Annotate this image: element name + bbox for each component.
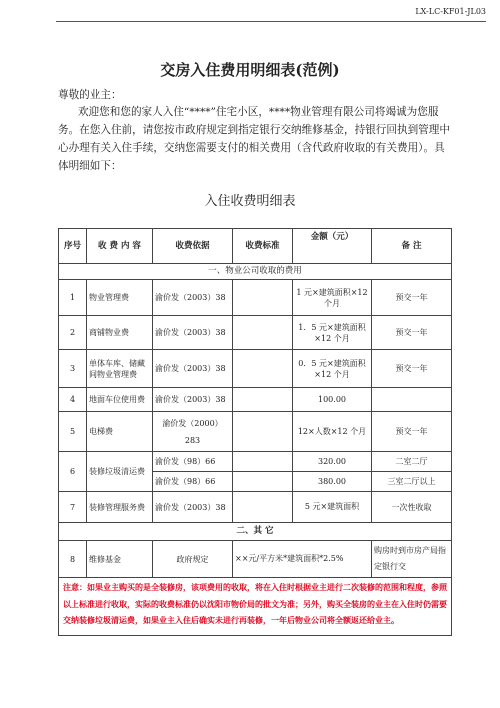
table-row — [59, 492, 452, 523]
cell-seq: 7 — [59, 492, 87, 523]
cell-item: 物业管理费 — [87, 280, 153, 316]
cell-basis: 渝价发（98）66 — [153, 472, 233, 492]
cell-basis: 政府规定 — [153, 541, 233, 578]
header-item: 收 费 内 容 — [87, 229, 153, 264]
cell-standard — [233, 492, 293, 523]
cell-amount: 1 元×建筑面积×12个月 — [293, 280, 372, 316]
header-remark: 备 注 — [372, 229, 452, 264]
section-row — [59, 264, 452, 280]
table-row — [59, 388, 452, 412]
cell-basis: 渝价发（2003）38 — [153, 492, 233, 523]
cell-basis: 渝价发（2003）38 — [153, 316, 233, 350]
cell-amount: 380.00 — [293, 472, 372, 492]
cell-item: 维修基金 — [87, 541, 153, 578]
note-text: 注意：如果业主购买的是全装修房，该项费用的收取，将在入住时根据业主进行二次装修的范围和程度，参照以上标准进行收取，实际的收费标准仍以沈阳市物价局的批文为准；另外，购买全装房的业主在入住时仍需要交纳装修垃圾清运费，如果业主入住后确实未进行再装修，一年后物业公司将全额返还给业主。 — [59, 578, 452, 636]
cell-standard — [233, 280, 293, 316]
cell-amount: 12×人数×12 个月 — [293, 412, 372, 452]
intro-paragraph: 欢迎您和您的家人入住“****”住宅小区，****物业管理有限公司将竭诚为您服务。在您入住前，请您按市政府规定到指定银行交纳维修基金，持银行回执到管理中心办理有关入住手续，交纳您需要支付的相关费用（含代政府收取的有关费用）。具体明细如下： — [58, 106, 450, 172]
cell-standard — [233, 388, 293, 412]
header-rule — [56, 21, 486, 22]
page-title: 交房入住费用明细表(范例) — [160, 61, 340, 79]
cell-seq: 6 — [59, 452, 87, 492]
cell-amount: 0．5 元×建筑面积×12 个月 — [293, 350, 372, 388]
section-title: 一、物业公司收取的费用 — [59, 264, 452, 280]
cell-amount: 5 元×建筑面积 — [293, 492, 372, 523]
cell-item: 单体车库、储藏间物业管理费 — [87, 350, 153, 388]
cell-basis: 渝价发（2003）38 — [153, 280, 233, 316]
cell-remark: 购房时到市房产局指定银行交 — [372, 541, 452, 578]
cell-remark: 三室二厅以上 — [372, 472, 452, 492]
cell-standard — [233, 350, 293, 388]
header-standard: 收费标准 — [233, 229, 293, 264]
cell-seq: 1 — [59, 280, 87, 316]
cell-item: 电梯费 — [87, 412, 153, 452]
cell-amount: 320.00 — [293, 452, 372, 472]
cell-seq: 2 — [59, 316, 87, 350]
section-row — [59, 523, 452, 541]
greeting: 尊敬的业主： — [58, 89, 122, 101]
table-row — [59, 280, 452, 316]
cell-remark: 一次性收取 — [372, 492, 452, 523]
header-basis: 收费依据 — [153, 229, 233, 264]
cell-seq: 3 — [59, 350, 87, 388]
table-row — [59, 541, 452, 578]
cell-remark: 预交一年 — [372, 316, 452, 350]
table-row — [59, 452, 452, 472]
cell-item: 商铺物业费 — [87, 316, 153, 350]
fee-table — [58, 228, 452, 636]
table-header-row — [59, 229, 452, 264]
header-seq: 序号 — [59, 229, 87, 264]
cell-amount: ××元/平方米*建筑面积*2.5% — [233, 541, 372, 578]
cell-basis: 渝价发（98）66 — [153, 452, 233, 472]
cell-remark — [372, 388, 452, 412]
cell-amount: 100.00 — [293, 388, 372, 412]
table-row — [59, 412, 452, 452]
cell-standard — [233, 412, 293, 452]
cell-seq: 8 — [59, 541, 87, 578]
cell-basis: 渝价发（2003）38 — [153, 388, 233, 412]
cell-remark: 预交一年 — [372, 350, 452, 388]
document-code: LX-LC-KF01-JL03 — [415, 7, 486, 16]
section-title: 二、其 它 — [59, 523, 452, 541]
cell-seq: 5 — [59, 412, 87, 452]
cell-remark: 预交一年 — [372, 412, 452, 452]
cell-standard — [233, 472, 293, 492]
cell-item: 装修管理服务费 — [87, 492, 153, 523]
cell-remark: 二室二厅 — [372, 452, 452, 472]
table-row — [59, 316, 452, 350]
cell-amount: 1．5 元×建筑面积×12 个月 — [293, 316, 372, 350]
cell-remark: 预交一年 — [372, 280, 452, 316]
cell-standard — [233, 452, 293, 472]
cell-seq: 4 — [59, 388, 87, 412]
table-row — [59, 350, 452, 388]
cell-basis: 渝价发（2003）38 — [153, 350, 233, 388]
table-title: 入住收费明细表 — [204, 194, 296, 209]
cell-basis: 渝价发（2000）283 — [153, 412, 233, 452]
note-row — [59, 578, 452, 636]
header-amount: 金额（元） — [293, 229, 372, 264]
cell-item: 地面车位使用费 — [87, 388, 153, 412]
cell-item: 装修垃圾清运费 — [87, 452, 153, 492]
cell-standard — [233, 316, 293, 350]
